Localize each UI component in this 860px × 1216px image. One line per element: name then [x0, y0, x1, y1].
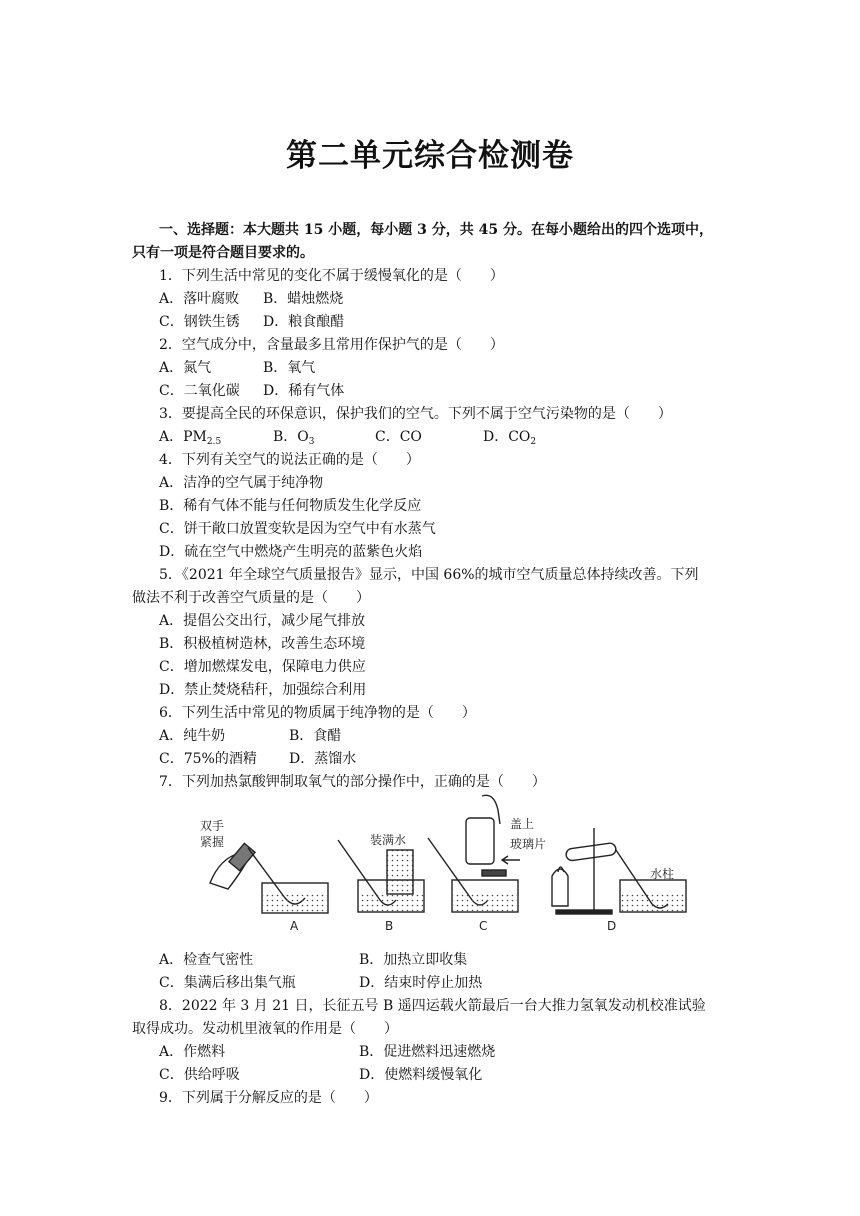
q5-stem-cont: 做法不利于改善空气质量的是（ ）: [132, 590, 370, 606]
q2-options-row1: [159, 357, 739, 380]
label-cover-2: 玻璃片: [510, 837, 547, 851]
option-b[interactable]: B．促进燃料迅速燃烧: [359, 1044, 496, 1060]
option-b[interactable]: B．积极植树造林，改善生态环境: [159, 636, 366, 652]
option-d[interactable]: D．硫在空气中燃烧产生明亮的蓝紫色火焰: [159, 544, 423, 560]
option-b[interactable]: [273, 426, 375, 449]
option-c[interactable]: C．饼干敞口放置变软是因为空气中有水蒸气: [159, 521, 436, 537]
label-water-column: 水柱: [650, 867, 675, 881]
option-a-text: A．PM: [159, 429, 207, 445]
q3-stem: 3．要提高全民的环保意识，保护我们的空气。下列不属于空气污染物的是（ ）: [159, 406, 672, 422]
alcohol-lamp: [552, 869, 568, 906]
q6-options-row2: [159, 748, 739, 771]
q7-options-row1: [159, 949, 739, 972]
option-c[interactable]: C．75%的酒精: [159, 751, 257, 767]
q8-options-row2: [159, 1064, 739, 1087]
option-d-sub: 2: [530, 437, 537, 447]
hand-icon: [482, 795, 500, 824]
label-b: B: [385, 919, 394, 933]
q7-stem: 7．下列加热氯酸钾制取氧气的部分操作中，正确的是（ ）: [159, 774, 546, 790]
option-b[interactable]: B．食醋: [289, 728, 342, 744]
page-title: 第二单元综合检测卷: [286, 138, 574, 174]
option-c[interactable]: C．二氧化碳: [159, 383, 240, 399]
section-heading: 一、选择题：本大题共 15 小题，每小题 3 分，共 45 分。在每小题给出的四个选项中，: [159, 222, 713, 238]
q3-options: [159, 426, 739, 449]
label-cover-1: 盖上: [510, 817, 535, 831]
option-d[interactable]: D．使燃料缓慢氧化: [359, 1067, 483, 1083]
option-c[interactable]: C．CO: [375, 429, 422, 445]
q1-options-row1: [159, 288, 739, 311]
apparatus-c: [428, 795, 546, 933]
option-a[interactable]: A．氮气: [159, 360, 212, 376]
q1-stem: 1．下列生活中常见的变化不属于缓慢氧化的是（ ）: [159, 268, 504, 284]
option-a[interactable]: A．洁净的空气属于纯净物: [159, 475, 324, 491]
q7-apparatus-figure: [190, 788, 730, 936]
q2-stem: 2．空气成分中，含量最多且常用作保护气的是（ ）: [159, 337, 504, 353]
option-c[interactable]: C．供给呼吸: [159, 1067, 240, 1083]
option-d[interactable]: D．禁止焚烧秸秆，加强综合利用: [159, 682, 367, 698]
q4-stem: 4．下列有关空气的说法正确的是（ ）: [159, 452, 420, 468]
label-a: A: [290, 919, 299, 933]
option-c[interactable]: C．集满后移出集气瓶: [159, 975, 296, 991]
option-d[interactable]: [483, 426, 536, 449]
option-a[interactable]: [159, 426, 273, 449]
q2-options-row2: [159, 380, 739, 403]
q6-stem: 6．下列生活中常见的物质属于纯净物的是（ ）: [159, 705, 476, 721]
option-a[interactable]: A．落叶腐败: [159, 291, 240, 307]
test-tube: [229, 843, 255, 870]
test-tube: [565, 842, 616, 861]
q5-stem: 5．《2021 年全球空气质量报告》显示，中国 66%的城市空气质量总体持续改善。下列: [159, 567, 699, 583]
label-c: C: [479, 919, 488, 933]
label-full-water: 装满水: [370, 833, 407, 847]
gas-jar: [387, 850, 413, 894]
q7-options-row2: [159, 972, 739, 995]
section-heading-cont: 只有一项是符合题目要求的。: [132, 245, 314, 261]
q1-options-row2: [159, 311, 739, 334]
option-d[interactable]: D．结束时停止加热: [359, 975, 483, 991]
label-hand-1: 双手: [200, 819, 225, 833]
q8-stem: 8．2022 年 3 月 21 日，长征五号 B 遥四运载火箭最后一台大推力氢氧发动机校准试验: [159, 998, 706, 1014]
label-d: D: [607, 919, 617, 933]
option-b-text: B．O: [273, 429, 309, 445]
q8-options-row1: [159, 1041, 739, 1064]
apparatus-d: [552, 828, 686, 933]
option-b[interactable]: B．稀有气体不能与任何物质发生化学反应: [159, 498, 422, 514]
q8-stem-cont: 取得成功。发动机里液氧的作用是（ ）: [132, 1021, 398, 1037]
option-a-sub: 2.5: [206, 437, 222, 447]
option-a[interactable]: A．作燃料: [159, 1044, 226, 1060]
q9-stem: 9．下列属于分解反应的是（ ）: [159, 1090, 378, 1106]
option-d[interactable]: D．稀有气体: [263, 383, 345, 399]
arrow-icon: [502, 856, 520, 864]
option-d[interactable]: D．蒸馏水: [289, 751, 357, 767]
option-c[interactable]: C．钢铁生锈: [159, 314, 240, 330]
option-b[interactable]: B．蜡烛燃烧: [263, 291, 344, 307]
apparatus-b: [338, 832, 424, 933]
option-a[interactable]: A．检查气密性: [159, 952, 254, 968]
option-d-text: D．CO: [483, 429, 531, 445]
option-b[interactable]: B．加热立即收集: [359, 952, 468, 968]
gas-jar: [466, 818, 494, 864]
option-c[interactable]: C．增加燃煤发电，保障电力供应: [159, 659, 366, 675]
apparatus-a: [200, 819, 328, 933]
q6-options-row1: [159, 725, 739, 748]
glass-plate: [482, 870, 506, 876]
option-a[interactable]: A．提倡公交出行，减少尾气排放: [159, 613, 366, 629]
label-hand-2: 紧握: [200, 835, 225, 849]
option-d[interactable]: D．粮食酿醋: [263, 314, 345, 330]
option-b-sub: 3: [308, 437, 315, 447]
option-b[interactable]: B．氧气: [263, 360, 316, 376]
exam-body: [132, 219, 739, 1110]
option-a[interactable]: A．纯牛奶: [159, 728, 226, 744]
